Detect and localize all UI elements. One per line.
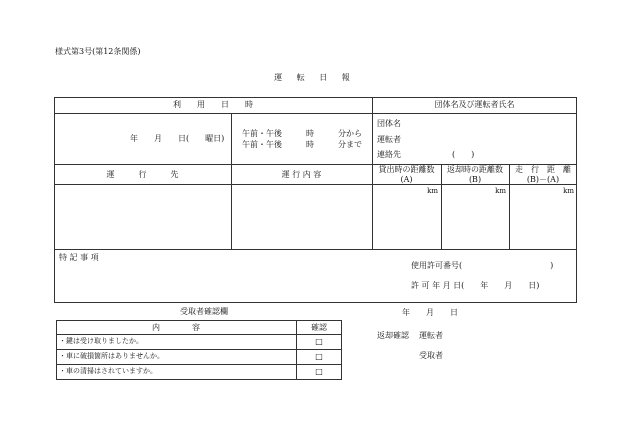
row-divider [54,249,577,250]
contact-label: 連絡先 [377,150,401,159]
depart-km-unit: km [427,187,438,195]
check-item-damage: ・車に破損箇所はありませんか。 [59,352,164,360]
time-from: 午前・午後 時 分から [242,129,362,138]
return-confirm-label: 返却確認 [377,331,409,340]
return-driver-label: 運転者 [419,331,443,340]
return-km-sub: (B) [468,175,482,184]
permit-date: 許 可 年 月 日( 年 月 日) [411,281,540,290]
contact-paren: ( ) [452,150,475,159]
check-item-cleaning: ・車の清掃はされていますか。 [59,367,157,375]
checkbox-glyph: □ [315,367,323,376]
row-divider [54,184,577,185]
distance-header: 走 行 距 離 [515,165,571,174]
trip-content-header: 運 行 内 容 [281,170,322,179]
check-row-divider [56,349,342,350]
driver-label: 運転者 [377,135,401,144]
checkbox-glyph: □ [315,337,323,346]
permit-number: 使用許可番号( ) [411,261,554,270]
usage-datetime-header: 利 用 日 時 [173,100,253,109]
depart-km-sub: (A) [400,175,413,184]
return-km-unit: km [495,187,506,195]
special-notes-label: 特 記 事 項 [59,253,99,262]
form-id: 様式第3号(第12条関係) [55,47,141,56]
check-box-key[interactable] [296,338,342,346]
page-title: 運 転 日 報 [274,73,356,82]
col-divider [231,113,232,249]
check-item-key: ・鍵は受け取りましたか。 [59,337,143,345]
row-divider [54,113,577,114]
return-date: 年 月 日 [402,308,458,317]
depart-km-header: 貸出時の距離数 [378,165,435,174]
check-col-content: 内 容 [152,323,200,332]
check-row-divider [56,364,342,365]
distance-sub: (B)－(A) [526,175,560,184]
usage-date: 年 月 日( 曜日) [130,134,225,143]
org-name-label: 団体名 [377,119,401,128]
distance-unit: km [563,187,574,195]
check-section-title: 受取者確認欄 [180,307,228,316]
destination-header: 運 行 先 [106,170,179,179]
check-row-divider [56,334,342,335]
checkbox-glyph: □ [315,352,323,361]
check-col-confirm: 確認 [311,323,327,332]
return-receiver-label: 受取者 [419,351,443,360]
org-driver-header: 団体名及び運転者氏名 [434,100,515,109]
return-km-header: 返却時の距離数 [447,165,503,174]
check-box-cleaning[interactable] [296,368,342,376]
daily-report-table [54,97,577,303]
time-to: 午前・午後 時 分まで [242,140,362,149]
check-box-damage[interactable] [296,353,342,361]
